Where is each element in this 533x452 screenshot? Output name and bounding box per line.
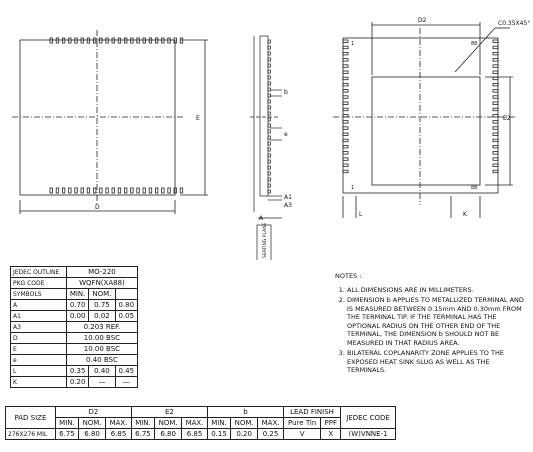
pad-value: 0.15 xyxy=(207,429,230,440)
pad-subheader: Pure Tin xyxy=(283,418,320,429)
spec-value: 0.35 xyxy=(66,366,88,377)
bottom-terminal xyxy=(493,40,498,43)
side-terminal xyxy=(268,106,271,109)
dim-A3: A3 xyxy=(284,202,292,209)
spec-row xyxy=(11,278,138,289)
bottom-terminal xyxy=(343,145,348,148)
spec-row xyxy=(11,355,138,366)
side-terminal xyxy=(268,184,271,187)
side-terminal xyxy=(268,178,271,181)
bottom-terminal xyxy=(62,38,65,43)
spec-value: 0.203 REF. xyxy=(66,322,137,333)
side-terminal xyxy=(268,172,271,175)
bottom-terminal xyxy=(69,188,72,193)
group-header: JEDEC CODE xyxy=(341,407,396,429)
pad-size-table xyxy=(5,406,396,440)
bottom-terminal xyxy=(75,188,78,193)
bottom-terminal xyxy=(493,90,498,93)
dim-L: L xyxy=(359,211,363,218)
spec-row xyxy=(11,300,138,311)
notes-section xyxy=(335,272,525,377)
side-terminal xyxy=(268,124,271,127)
pad-value: 6.80 xyxy=(79,429,106,440)
side-terminal xyxy=(268,154,271,157)
bottom-terminal xyxy=(149,38,152,43)
spec-value: 0.40 xyxy=(89,366,115,377)
seating-plane-label: SEATING PLANE xyxy=(263,222,268,258)
bottom-terminal xyxy=(493,96,498,99)
spec-row xyxy=(11,377,138,388)
spec-value: 0.80 xyxy=(115,300,137,311)
bottom-terminal xyxy=(137,38,140,43)
side-terminal xyxy=(268,82,271,85)
bottom-terminal xyxy=(343,65,348,68)
corner-chamfer-label: C0.35X45° xyxy=(498,20,531,27)
group-header: E2 xyxy=(131,407,207,418)
pad-size-header: PAD SIZE xyxy=(6,407,56,429)
bottom-terminal xyxy=(69,38,72,43)
bottom-terminal xyxy=(81,188,84,193)
pad-subheader: MIN. xyxy=(55,418,78,429)
bottom-terminal xyxy=(106,38,109,43)
bottom-terminal xyxy=(143,38,146,43)
spec-row xyxy=(11,344,138,355)
side-terminal xyxy=(268,94,271,97)
bottom-terminal xyxy=(106,188,109,193)
dim-E2: E2 xyxy=(503,115,511,122)
spec-value: 0.02 xyxy=(89,311,115,322)
bottom-terminal xyxy=(162,188,165,193)
bottom-terminal xyxy=(493,83,498,86)
spec-label: e xyxy=(11,355,67,366)
bottom-terminal xyxy=(493,170,498,173)
side-view-terminals xyxy=(268,40,271,193)
pad-subheader: MAX. xyxy=(182,418,208,429)
spec-value: 0.45 xyxy=(115,366,137,377)
bottom-terminal xyxy=(343,71,348,74)
bottom-terminal xyxy=(343,102,348,105)
spec-row xyxy=(11,366,138,377)
side-terminal xyxy=(268,148,271,151)
bottom-terminal xyxy=(493,59,498,62)
group-header: LEAD FINISH xyxy=(283,407,340,418)
pad-value: 6.75 xyxy=(131,429,154,440)
pad-value: 6.85 xyxy=(106,429,132,440)
side-terminal xyxy=(268,100,271,103)
spec-value: — xyxy=(115,377,137,388)
spec-value: — xyxy=(89,377,115,388)
spec-value: 10.00 BSC xyxy=(66,344,137,355)
spec-row xyxy=(11,289,138,300)
bottom-terminal xyxy=(124,188,127,193)
spec-row xyxy=(11,333,138,344)
pin1-marker-bottom: 1 xyxy=(351,185,355,191)
notes-title: NOTES : xyxy=(335,272,362,280)
pad-subheader: MAX. xyxy=(258,418,284,429)
spec-row xyxy=(11,267,138,278)
bottom-terminal xyxy=(493,77,498,80)
bottom-terminal xyxy=(343,77,348,80)
bottom-terminal xyxy=(493,46,498,49)
spec-label: E xyxy=(11,344,67,355)
bottom-terminal xyxy=(493,71,498,74)
bottom-terminal xyxy=(493,158,498,161)
bottom-terminal xyxy=(75,38,78,43)
bottom-terminal xyxy=(343,164,348,167)
bottom-terminal xyxy=(343,127,348,130)
pad-value: V xyxy=(283,429,320,440)
exposed-pad xyxy=(372,77,480,185)
spec-label: D xyxy=(11,333,67,344)
bottom-terminal xyxy=(168,188,171,193)
dim-D2: D2 xyxy=(418,17,427,24)
top-view xyxy=(12,30,208,214)
bottom-terminal xyxy=(493,65,498,68)
pad-subheader: MAX. xyxy=(106,418,132,429)
side-terminal xyxy=(268,166,271,169)
pad-subheader: MIN. xyxy=(131,418,154,429)
spec-value: 10.00 BSC xyxy=(66,333,137,344)
spec-value: 0.00 xyxy=(66,311,88,322)
pin88-marker-bottom: 88 xyxy=(471,185,478,191)
bottom-terminal xyxy=(50,188,53,193)
bottom-terminal xyxy=(493,102,498,105)
bottom-terminal xyxy=(493,127,498,130)
bottom-terminal xyxy=(50,38,53,43)
pad-value: 0.25 xyxy=(258,429,284,440)
bottom-terminal xyxy=(343,158,348,161)
spec-label: PKG CODE xyxy=(11,278,67,289)
bottom-terminal xyxy=(493,139,498,142)
bottom-terminal xyxy=(112,38,115,43)
bottom-terminal xyxy=(124,38,127,43)
pad-subheader: MIN. xyxy=(207,418,230,429)
dim-D: D xyxy=(95,204,100,211)
bottom-terminal xyxy=(131,38,134,43)
pad-value: X xyxy=(321,429,341,440)
bottom-terminal xyxy=(56,188,59,193)
side-terminal xyxy=(268,46,271,49)
side-terminal xyxy=(268,142,271,145)
jedec-code: (W)VNNE-1 xyxy=(341,429,396,440)
spec-label: A3 xyxy=(11,322,67,333)
bottom-terminal xyxy=(493,114,498,117)
side-terminal xyxy=(268,190,271,193)
spec-value: 0.05 xyxy=(115,311,137,322)
pad-subheader: NOM. xyxy=(79,418,106,429)
spec-value: NOM. xyxy=(89,289,115,300)
bottom-terminal xyxy=(87,38,90,43)
spec-label: SYMBOLS xyxy=(11,289,67,300)
side-terminal xyxy=(268,40,271,43)
side-terminal xyxy=(268,52,271,55)
bottom-terminal xyxy=(493,52,498,55)
pad-subheader: NOM. xyxy=(155,418,182,429)
pad-subheader: NOM. xyxy=(231,418,258,429)
side-terminal xyxy=(268,64,271,67)
spec-row xyxy=(11,311,138,322)
bottom-terminal xyxy=(343,170,348,173)
spec-value: 0.70 xyxy=(66,300,88,311)
bottom-terminal xyxy=(343,83,348,86)
bottom-terminal xyxy=(143,188,146,193)
dim-e: e xyxy=(284,131,288,138)
dim-E: E xyxy=(196,115,200,122)
bottom-terminal xyxy=(343,133,348,136)
bottom-terminal xyxy=(493,164,498,167)
pad-row-label: 276X276 MIL xyxy=(6,429,56,440)
bottom-view xyxy=(50,22,515,218)
pad-value: 6.80 xyxy=(155,429,182,440)
note-item: 2. DIMENSION b APPLIES TO METALLIZED TERMINAL AND IS MEASURED BETWEEN 0.15mm AND 0.30mm FROM THE TERMINAL TIP. IF THE TERMINAL HAS THE OPTIONAL RADIUS ON THE OTHER END OF THE TERMINAL, THE DIMENSION b SHOULD NOT BE MEASURED IN THAT RADIUS AREA. xyxy=(347,296,525,347)
bottom-terminal xyxy=(137,188,140,193)
pad-value: 6.85 xyxy=(182,429,208,440)
bottom-terminal xyxy=(343,46,348,49)
bottom-terminal xyxy=(180,188,183,193)
pin1-marker-top: 1 xyxy=(351,41,355,47)
spec-label: L xyxy=(11,366,67,377)
pad-value: 0.20 xyxy=(231,429,258,440)
bottom-terminal xyxy=(343,121,348,124)
spec-value: WQFN(XA88) xyxy=(66,278,137,289)
bottom-terminal xyxy=(343,114,348,117)
bottom-terminal xyxy=(93,188,96,193)
side-terminal xyxy=(268,76,271,79)
bottom-terminal xyxy=(56,38,59,43)
bottom-terminal xyxy=(100,38,103,43)
bottom-view-terminals xyxy=(50,38,498,193)
bottom-terminal xyxy=(343,40,348,43)
note-item: 3. BILATERAL COPLANARITY ZONE APPLIES TO THE EXPOSED HEAT SINK SLUG AS WELL AS THE TERMINALS. xyxy=(347,349,525,375)
bottom-terminal xyxy=(343,108,348,111)
bottom-terminal xyxy=(87,188,90,193)
bottom-terminal xyxy=(343,90,348,93)
bottom-terminal xyxy=(168,38,171,43)
bottom-terminal xyxy=(343,152,348,155)
side-terminal xyxy=(268,118,271,121)
bottom-view-body xyxy=(343,38,498,193)
bottom-terminal xyxy=(343,96,348,99)
spec-value: MO-220 xyxy=(66,267,137,278)
spec-label: K xyxy=(11,377,67,388)
side-terminal xyxy=(268,112,271,115)
side-terminal xyxy=(268,136,271,139)
spec-value: MIN. xyxy=(66,289,88,300)
bottom-terminal xyxy=(343,59,348,62)
top-view-body xyxy=(20,40,175,195)
spec-value: 0.75 xyxy=(89,300,115,311)
bottom-terminal xyxy=(149,188,152,193)
bottom-terminal xyxy=(493,133,498,136)
group-header: b xyxy=(207,407,283,418)
spec-label: A1 xyxy=(11,311,67,322)
bottom-terminal xyxy=(180,38,183,43)
spec-label: JEDEC OUTLINE xyxy=(11,267,67,278)
spec-label: A xyxy=(11,300,67,311)
side-terminal xyxy=(268,58,271,61)
dim-K: K xyxy=(463,211,467,218)
bottom-terminal xyxy=(493,108,498,111)
bottom-terminal xyxy=(112,188,115,193)
side-terminal xyxy=(268,160,271,163)
bottom-terminal xyxy=(343,139,348,142)
spec-value: 0.20 xyxy=(66,377,88,388)
dim-b: b xyxy=(284,89,288,96)
dim-A1: A1 xyxy=(284,194,292,201)
bottom-terminal xyxy=(343,52,348,55)
bottom-terminal xyxy=(81,38,84,43)
dim-A: A xyxy=(259,215,264,222)
side-terminal xyxy=(268,70,271,73)
bottom-terminal xyxy=(118,38,121,43)
bottom-terminal xyxy=(493,145,498,148)
spec-row xyxy=(11,322,138,333)
bottom-terminal xyxy=(131,188,134,193)
note-item: 1. ALL DIMENSIONS ARE IN MILLIMETERS. xyxy=(347,286,525,295)
bottom-terminal xyxy=(493,121,498,124)
bottom-terminal xyxy=(155,188,158,193)
side-terminal xyxy=(268,88,271,91)
pad-subheader: PPF xyxy=(321,418,341,429)
spec-value xyxy=(115,289,137,300)
bottom-terminal xyxy=(118,188,121,193)
bottom-terminal xyxy=(62,188,65,193)
side-terminal xyxy=(268,130,271,133)
bottom-terminal xyxy=(93,38,96,43)
package-dimension-table xyxy=(10,266,138,388)
bottom-terminal xyxy=(155,38,158,43)
pad-value: 6.75 xyxy=(55,429,78,440)
bottom-terminal xyxy=(493,152,498,155)
pin88-marker-top: 88 xyxy=(471,41,478,47)
bottom-terminal xyxy=(162,38,165,43)
spec-value: 0.40 BSC xyxy=(66,355,137,366)
bottom-terminal xyxy=(100,188,103,193)
group-header: D2 xyxy=(55,407,131,418)
